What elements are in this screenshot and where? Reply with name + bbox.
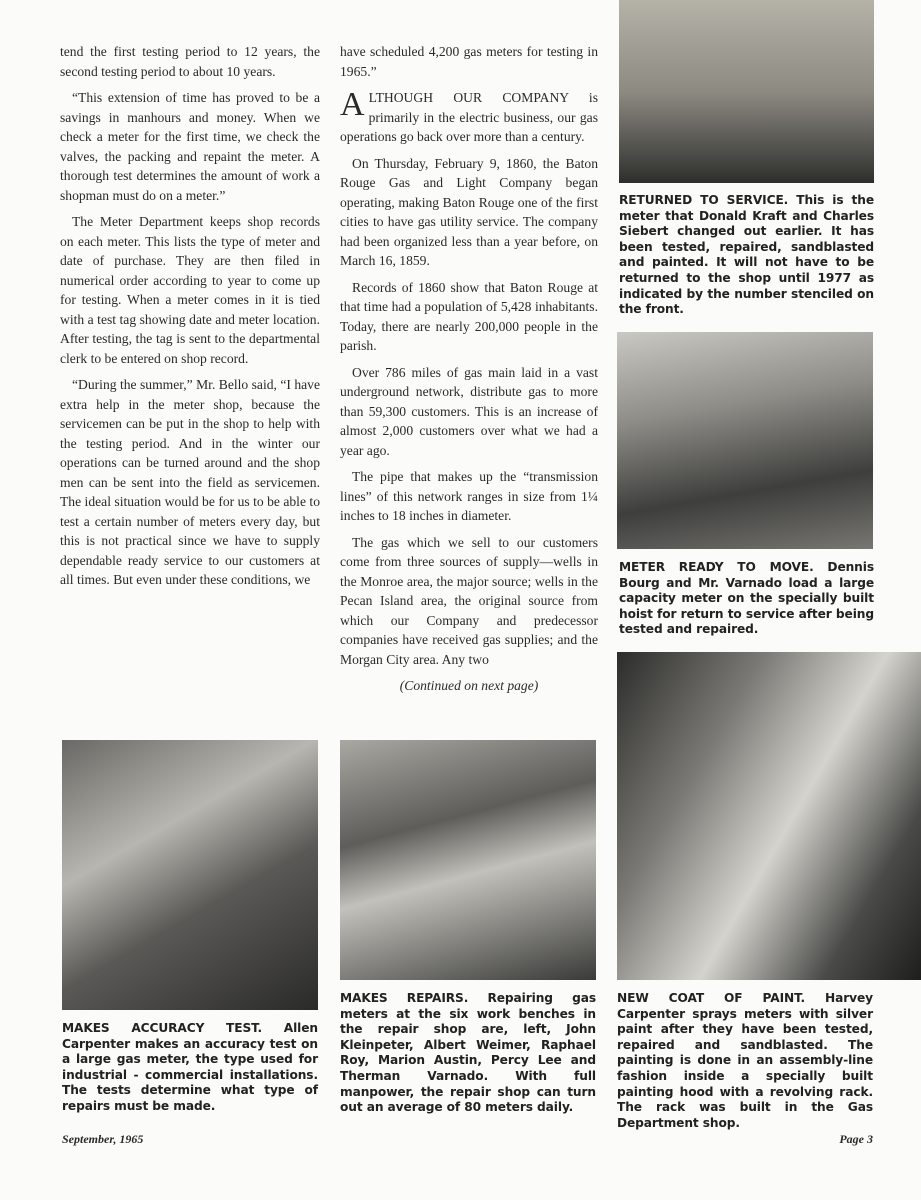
- section-opening: [340, 88, 598, 147]
- paragraph: “During the summer,” Mr. Bello said, “I have extra help in the meter shop, because the servicemen can be put in the shop to help with the testing period. And in the winter our operations can be turned around and the shop men can be sent into the field as servicemen. The ideal situation would be for us to be able to test a certain number of meters every day, but this is not practical since we have to supply dependable ready service to our customers at all times. But even under these conditions, we: [60, 377, 320, 587]
- caption-returned-to-service: RETURNED TO SERVICE. This is the meter that Donald Kraft and Charles Siebert changed out earlier. It has been tested, repaired, sandblasted and painted. It will not have to be returned to the shop until 1977 as indicated by the number stenciled on the front.: [619, 193, 874, 317]
- photo-returned-meter: [619, 0, 874, 183]
- paragraph: Over 786 miles of gas main laid in a vast underground network, distribute gas to more than 59,300 customers. This is an increase of almost 2,000 customers over what we had a year ago.: [340, 364, 598, 458]
- continued-note: (Continued on next page): [399, 678, 539, 693]
- footer-page-number: Page 3: [839, 1132, 873, 1146]
- footer-date: September, 1965: [62, 1132, 144, 1146]
- paragraph: The pipe that makes up the “transmission lines” of this network ranges in size from 1¼ inches to 18 inches in diameter.: [340, 469, 598, 523]
- paragraph: The gas which we sell to our customers come from three sources of supply—wells in the Monroe area, the major source; wells in the Pecan Island area, the original source from which our Company and predecessor companies have received gas supplies; and the Morgan City area. Any two: [340, 534, 598, 667]
- paragraph: Records of 1860 show that Baton Rouge at that time had a population of 5,428 inhabitants. Today, there are nearly 200,000 people in the parish.: [340, 279, 598, 353]
- photo-meter-hoist: [617, 332, 873, 549]
- paragraph-text: LTHOUGH OUR COMPANY is primarily in the electric business, our gas operations go back over more than a century.: [340, 90, 598, 144]
- caption-makes-repairs: MAKES REPAIRS. Repairing gas meters at the six work benches in the repair shop are, left, John Kleinpeter, Albert Weimer, Raphael Roy, Marion Austin, Percy Lee and Therman Varnado. With full manpower, the repair shop can turn out an average of 80 meters daily.: [340, 991, 596, 1115]
- photo-repair-shop: [340, 740, 596, 980]
- paragraph: On Thursday, February 9, 1860, the Baton Rouge Gas and Light Company began operating, making Baton Rouge one of the first cities to have gas utility service. The company had been organized less than a year before, on March 16, 1859.: [340, 155, 598, 268]
- photo-accuracy-test: [62, 740, 318, 1010]
- paragraph: “This extension of time has proved to be a savings in manhours and money. When we check a meter for the first time, we check the valves, the packing and repaint the meter. A thorough test determines the amount of work a shopman must do on a meter.”: [60, 90, 320, 203]
- drop-cap: A: [340, 86, 365, 123]
- article-column-2: [340, 42, 598, 696]
- paragraph: have scheduled 4,200 gas meters for testing in 1965.”: [340, 44, 598, 79]
- caption-new-coat-of-paint: NEW COAT OF PAINT. Harvey Carpenter sprays meters with silver paint after they have been tested, repaired and sandblasted. The painting is done in an assembly-line fashion inside a specially built painting hood with a revolving rack. The rack was built in the Gas Department shop.: [617, 991, 873, 1130]
- article-column-1: [60, 42, 320, 597]
- photo-spray-painting: [617, 652, 921, 980]
- paragraph: tend the first testing period to 12 years, the second testing period to about 10 years.: [60, 44, 320, 79]
- caption-meter-ready: METER READY TO MOVE. Dennis Bourg and Mr. Varnado load a large capacity meter on the specially built hoist for return to service after being tested and repaired.: [619, 560, 874, 637]
- paragraph: The Meter Department keeps shop records on each meter. This lists the type of meter and date of purchase. They are then filed in numerical order according to year to come up for testing. When a meter comes in it is tied with a test tag showing date and meter location. After testing, the tag is sent to the departmental clerk to be entered on shop record.: [60, 214, 320, 366]
- caption-accuracy-test: MAKES ACCURACY TEST. Allen Carpenter makes an accuracy test on a large gas meter, the type used for industrial - commercial installations. The tests determine what type of repairs must be made.: [62, 1021, 318, 1113]
